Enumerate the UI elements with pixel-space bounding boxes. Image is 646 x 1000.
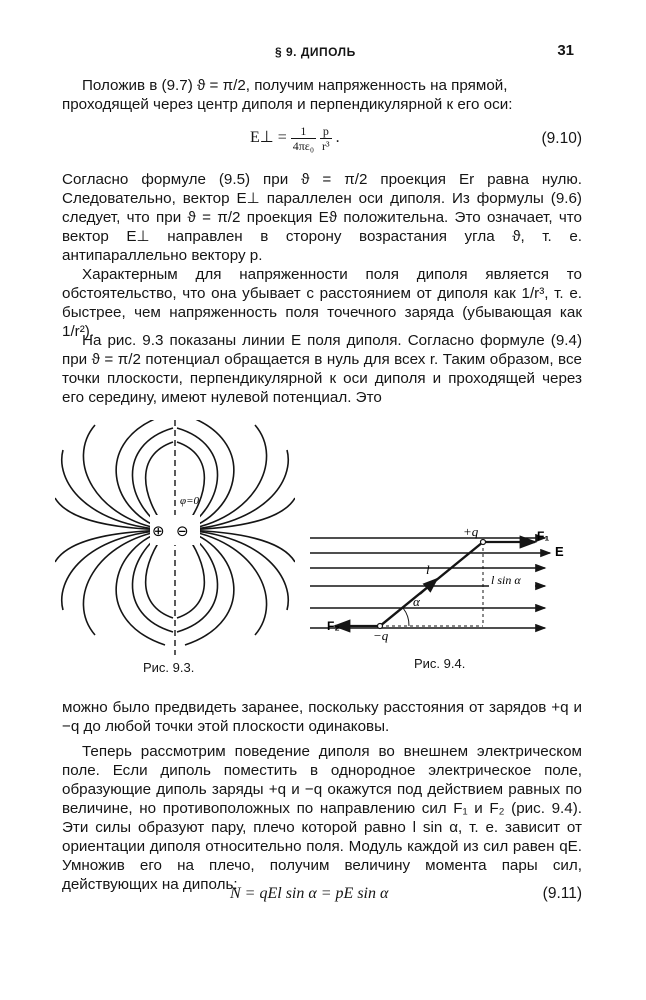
- paragraph-2-text: Характерным для напряженности поля диполя является то обстоятельство, что она убывает с расстоянием от диполя как 1/r³, т. е. быстрее, чем напряженность поля точечного заряда (убывающая как 1/r²).: [62, 266, 582, 340]
- positive-charge-dot: [481, 540, 486, 545]
- figure-9-4-dipole-in-field: [305, 518, 590, 648]
- eq-911-text: N = qEl sin α = pE sin α: [230, 885, 389, 902]
- label-f1: F₁: [537, 529, 550, 543]
- figure-9-3-dipole-field: [55, 420, 295, 655]
- equation-number-9-10: (9.10): [541, 130, 582, 147]
- angle-arc: [403, 608, 409, 626]
- label-f2: F₂: [327, 619, 340, 633]
- figure-9-4-caption: Рис. 9.4.: [414, 656, 466, 671]
- field-line: [116, 420, 167, 530]
- intro-text: [62, 76, 582, 114]
- paragraph-1-text: Согласно формуле (9.5) при ϑ = π/2 проекция Er равна нулю. Следовательно, вектор E⊥ параллелен оси диполя. Из формулы (9.6) следует, что при ϑ = π/2 проекция Eϑ положительна. Это означает, что вектор E⊥ направлен в сторону возрастания угла ϑ, т. е. антипараллельно вектору p.: [62, 171, 582, 264]
- paragraph-3: [62, 331, 582, 407]
- equation-9-10: [250, 124, 340, 153]
- label-l-sin-alpha: l sin α: [491, 573, 521, 587]
- eq-910-lhs: E⊥ =: [250, 129, 291, 147]
- label-alpha: α: [413, 594, 420, 609]
- eq-910-frac-2: [320, 124, 332, 153]
- field-line: [183, 530, 234, 645]
- eq-910-tail: .: [335, 129, 340, 147]
- equation-9-11: [230, 885, 388, 903]
- eq-910-frac2-num: p: [320, 124, 332, 139]
- intro-line-2: проходящей через центр диполя и перпендикулярной к его оси:: [62, 96, 513, 113]
- paragraph-3-text: На рис. 9.3 показаны линии E поля диполя. Согласно формуле (9.4) при ϑ = π/2 потенциал обращается в нуль для всех r. Таким образом, все точки плоскости, перпендикулярной к оси диполя и проходящей через его середину, имеют нулевой потенциал. Это: [62, 332, 582, 406]
- positive-charge-icon: ⊕: [152, 522, 165, 540]
- label-e-field: E: [555, 544, 564, 559]
- figure-9-3-caption: Рис. 9.3.: [143, 660, 195, 675]
- page-number: 31: [557, 42, 574, 59]
- intro-line-1: Положив в (9.7) ϑ = π/2, получим напряженность на прямой,: [82, 77, 508, 94]
- negative-charge-icon: ⊖: [176, 522, 189, 540]
- label-plus-q: +q: [463, 524, 479, 539]
- paragraph-4-text: можно было предвидеть заранее, поскольку расстояния от зарядов +q и −q до любой точки этой плоскости одинаковы.: [62, 699, 582, 735]
- section-title: § 9. ДИПОЛЬ: [275, 45, 356, 59]
- label-l: l: [426, 562, 430, 577]
- field-line: [116, 530, 167, 645]
- equation-number-9-11: (9.11): [542, 885, 582, 902]
- paragraph-4: [62, 698, 582, 736]
- page-header: [0, 42, 646, 64]
- label-minus-q: −q: [373, 628, 389, 643]
- eq-910-frac1-num: 1: [291, 124, 316, 139]
- paragraph-5-text: Теперь рассмотрим поведение диполя во внешнем электрическом поле. Если диполь поместить в однородное электрическое поле, образующие диполь заряды +q и −q окажутся под действием равных по величине, но противоположных по направлению сил F₁ и F₂ (рис. 9.4). Эти силы образуют пару, плечо которой равно l sin α, т. е. зависит от ориентации диполя относительно поля. Модуль каждой из сил равен qE. Умножив его на плечо, получим величину момента пары сил, действующих на диполь:: [62, 743, 582, 893]
- eq-910-frac-1: [291, 124, 316, 153]
- paragraph-2: [62, 265, 582, 341]
- paragraph-5: [62, 742, 582, 894]
- label-phi-zero: φ=0: [180, 495, 200, 507]
- paragraph-1: [62, 170, 582, 265]
- eq-910-frac1-den: 4πε₀: [292, 139, 315, 153]
- field-line: [183, 420, 234, 530]
- eq-910-frac2-den: r³: [322, 139, 330, 153]
